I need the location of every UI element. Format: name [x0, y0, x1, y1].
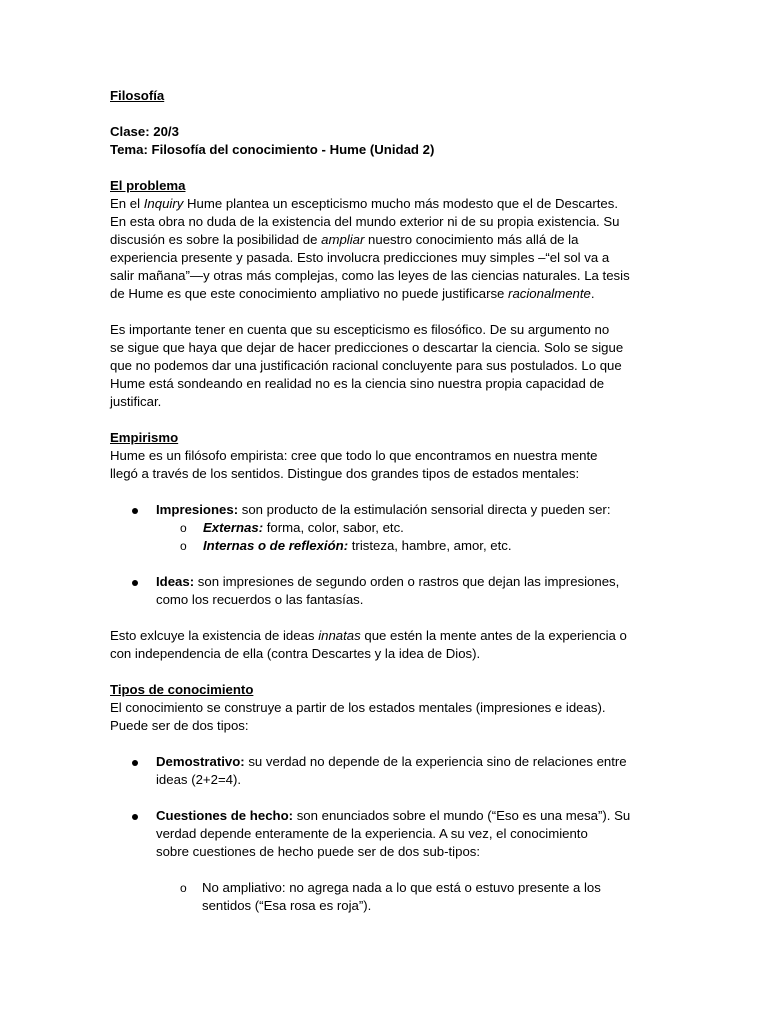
- bullet-item-impresiones: Impresiones: son producto de la estimulación sensorial directa y pueden ser:: [110, 501, 688, 519]
- paragraph-line: Hume está sondeando en realidad no es la ciencia sino nuestra propia capacidad de: [110, 376, 605, 391]
- bullet-icon: [132, 760, 138, 766]
- sub-bullet-no-ampliativo: o No ampliativo: no agrega nada a lo que está o estuvo presente a los sentidos (“Esa rosa es roja”).: [180, 880, 601, 913]
- class-date: Clase: 20/3: [110, 124, 179, 139]
- sub-bullet-internas: o Internas o de reflexión: tristeza, hambre, amor, etc.: [180, 538, 512, 553]
- sub-bullet-externas: o Externas: forma, color, sabor, etc.: [180, 520, 404, 535]
- circle-bullet-icon: o: [180, 881, 187, 895]
- paragraph-line: justificar.: [110, 394, 162, 409]
- paragraph-line: salir mañana”—y otras más complejas, como las leyes de las ciencias naturales. La tesis: [110, 268, 630, 283]
- paragraph-line: de Hume es que este conocimiento ampliativo no puede justificarse racionalmente.: [110, 286, 595, 301]
- paragraph-line: experiencia presente y pasada. Esto involucra predicciones muy simples –“el sol va a: [110, 250, 610, 265]
- bullet-term: Demostrativo:: [156, 754, 245, 769]
- paragraph-line: En el Inquiry Hume plantea un escepticismo mucho más modesto que el de Descartes.: [110, 196, 619, 211]
- bullet-icon: [132, 814, 138, 820]
- paragraph-line: con independencia de ella (contra Descartes y la idea de Dios).: [110, 646, 481, 661]
- paragraph-line: En esta obra no duda de la existencia del mundo exterior ni de su propia existencia. Su: [110, 214, 620, 229]
- paragraph-line: discusión es sobre la posibilidad de ampliar nuestro conocimiento más allá de la: [110, 232, 579, 247]
- paragraph-line: que no podemos dar una justificación racional concluyente para sus postulados. Lo que: [110, 358, 622, 373]
- section-heading-tipos: Tipos de conocimiento: [110, 682, 254, 697]
- paragraph-line: Puede ser de dos tipos:: [110, 718, 249, 733]
- circle-bullet-icon: o: [180, 521, 187, 535]
- paragraph-line: Esto exlcuye la existencia de ideas innatas que estén la mente antes de la experiencia o: [110, 628, 627, 643]
- bullet-term: Ideas:: [156, 574, 195, 589]
- bullet-icon: [132, 508, 138, 514]
- topic-line: Tema: Filosofía del conocimiento - Hume (Unidad 2): [110, 142, 435, 157]
- subject-heading: Filosofía: [110, 88, 165, 103]
- paragraph-line: llegó a través de los sentidos. Distingue dos grandes tipos de estados mentales:: [110, 466, 580, 481]
- bullet-item-demostrativo: Demostrativo: su verdad no depende de la experiencia sino de relaciones entre ideas (2+2=4).: [110, 753, 688, 789]
- section-heading-empirismo: Empirismo: [110, 430, 179, 445]
- paragraph-line: se sigue que haya que dejar de hacer predicciones o descartar la ciencia. Solo se sigue: [110, 340, 624, 355]
- paragraph-line: Es importante tener en cuenta que su escepticismo es filosófico. De su argumento no: [110, 322, 610, 337]
- bullet-item-cuestiones: Cuestiones de hecho: son enunciados sobre el mundo (“Eso es una mesa”). Su verdad depende enteramente de la experiencia. A su vez, el conocimiento sobre cuestiones de hecho puede ser de dos sub-tipos:: [110, 807, 688, 861]
- bullet-term: Impresiones:: [156, 502, 239, 517]
- section-heading-problema: El problema: [110, 178, 186, 193]
- bullet-term: Cuestiones de hecho:: [156, 808, 294, 823]
- paragraph-line: Hume es un filósofo empirista: cree que todo lo que encontramos en nuestra mente: [110, 448, 598, 463]
- bullet-item-ideas: Ideas: son impresiones de segundo orden o rastros que dejan las impresiones, como los recuerdos o las fantasías.: [110, 573, 688, 609]
- paragraph-line: El conocimiento se construye a partir de los estados mentales (impresiones e ideas).: [110, 700, 606, 715]
- circle-bullet-icon: o: [180, 539, 187, 553]
- bullet-icon: [132, 580, 138, 586]
